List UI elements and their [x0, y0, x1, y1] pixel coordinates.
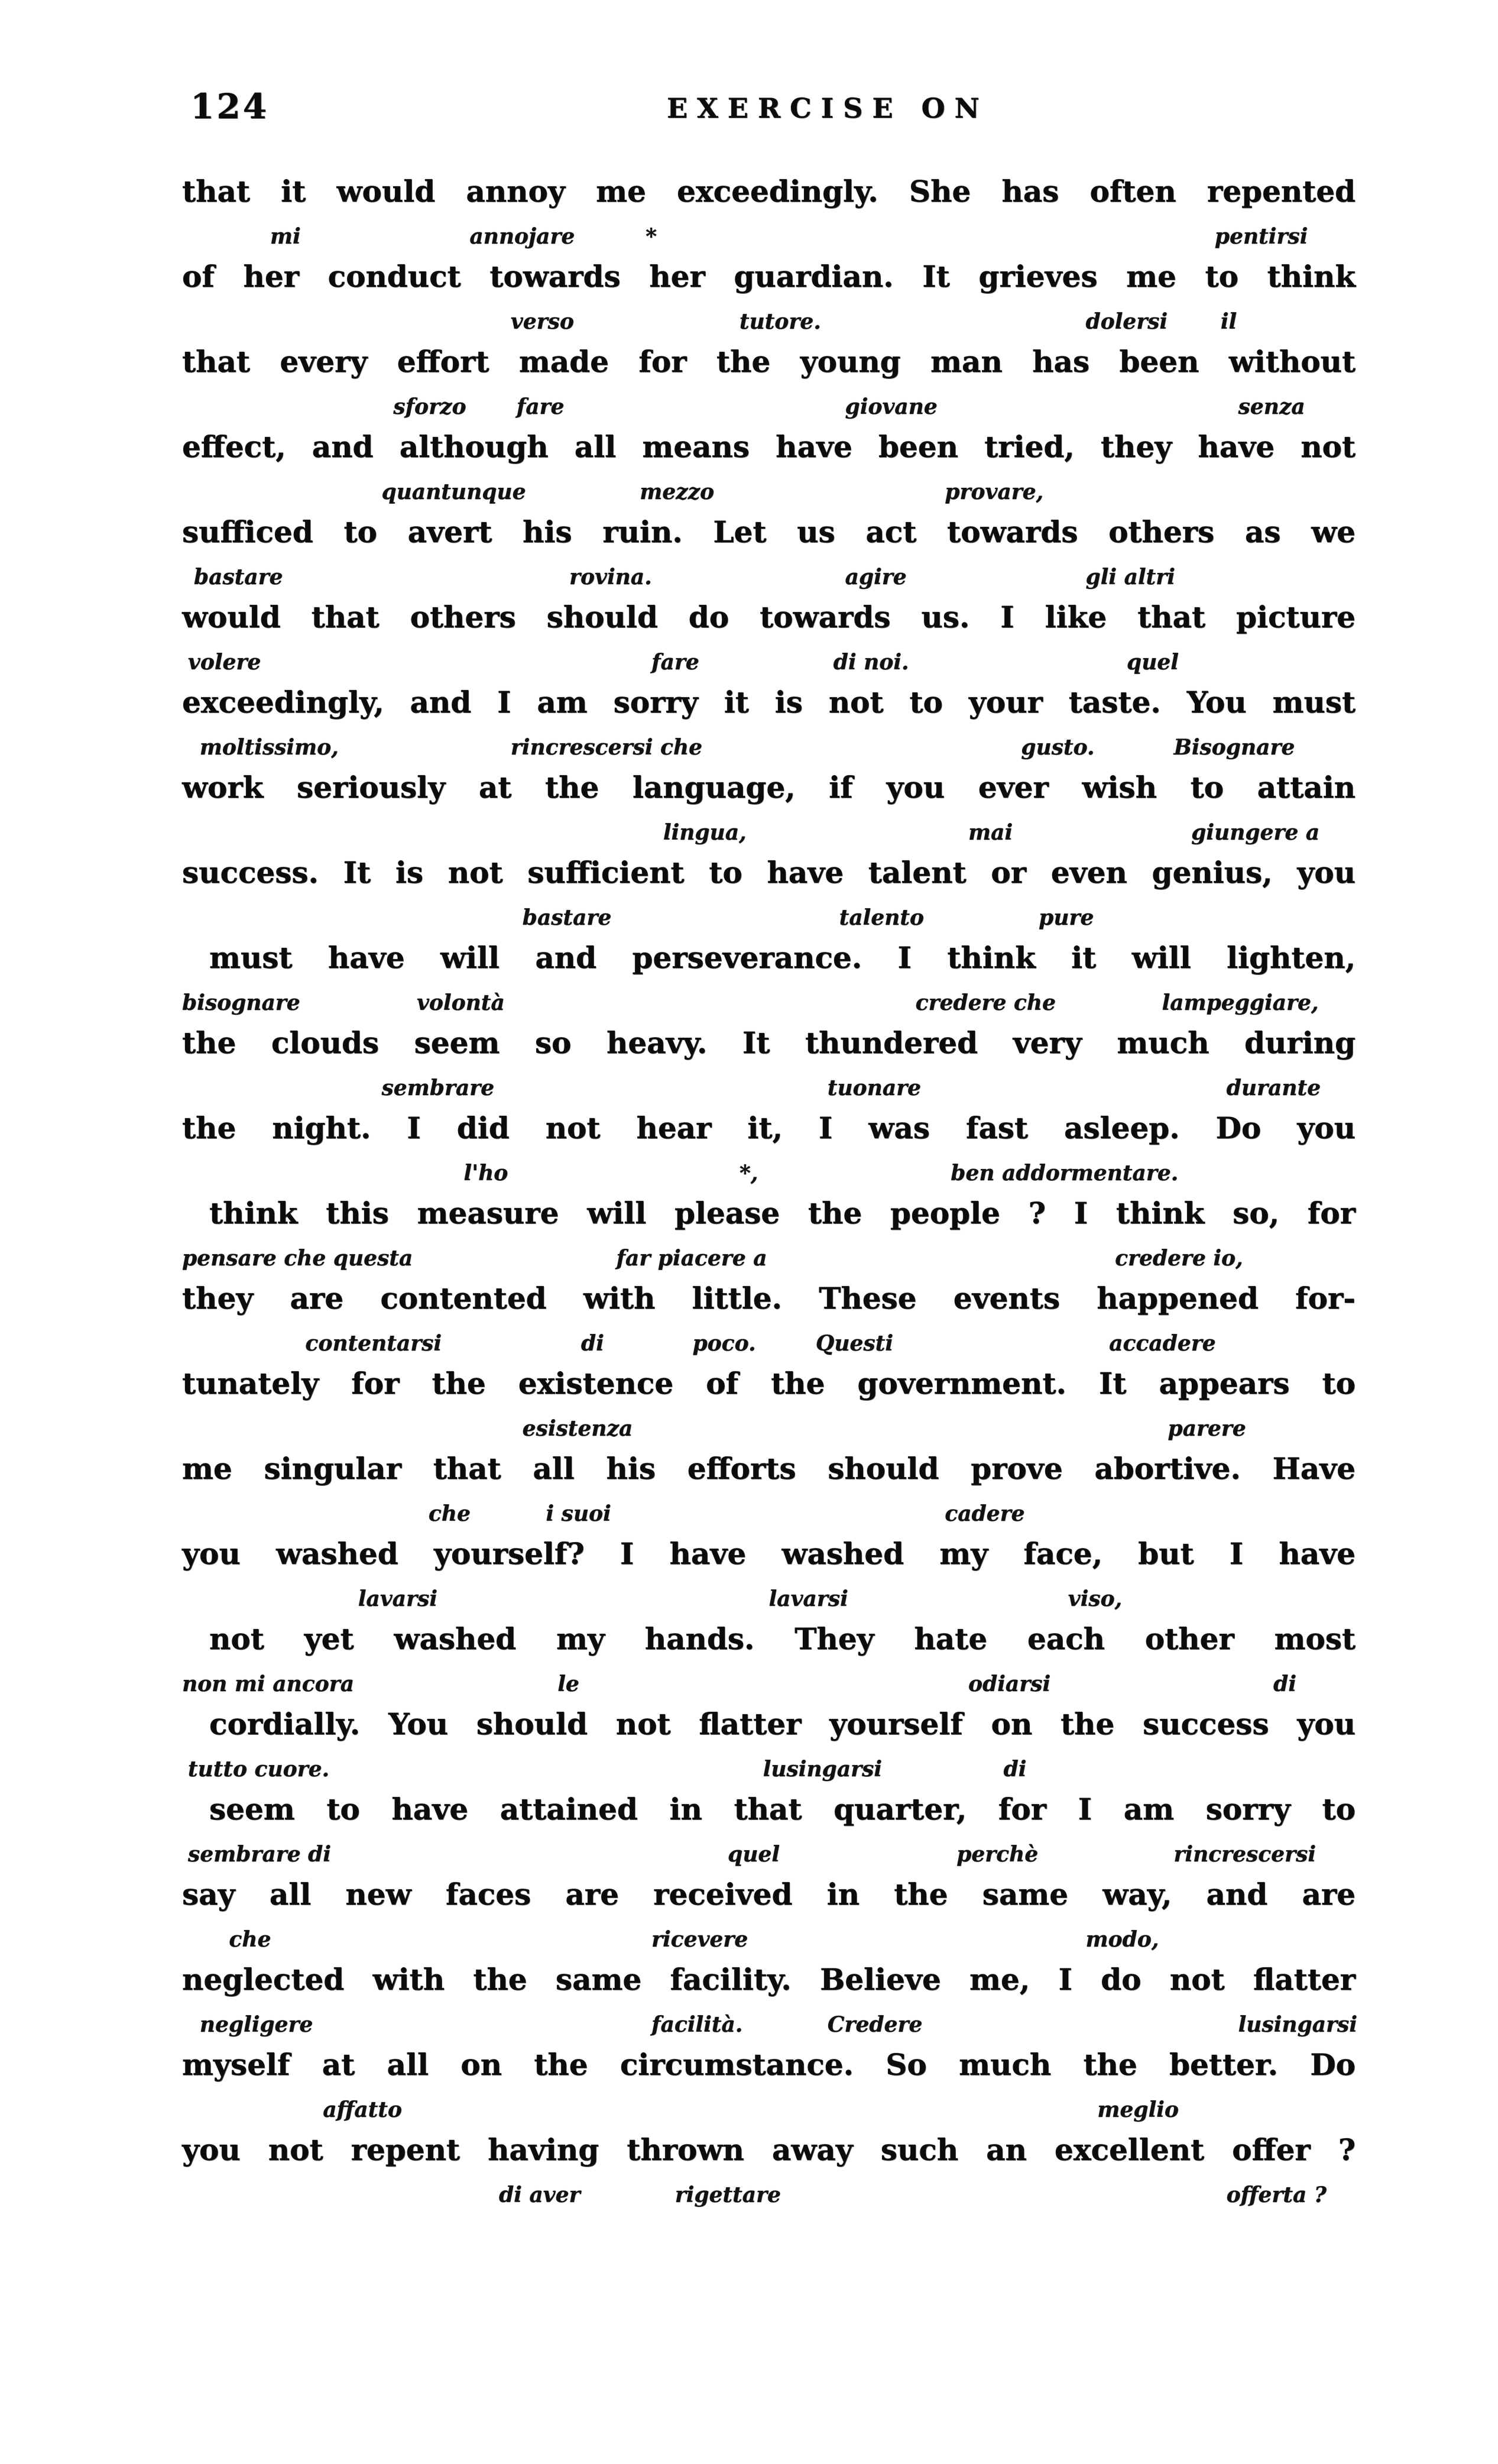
- gloss-word: credere io,: [1115, 1246, 1243, 1271]
- gloss-line: [182, 479, 1356, 510]
- gloss-word: rovina.: [569, 565, 652, 590]
- line-pair: [182, 598, 1356, 684]
- gloss-word: fare: [651, 650, 699, 675]
- gloss-word: bisognare: [182, 990, 300, 1015]
- gloss-word: senza: [1238, 394, 1305, 419]
- gloss-word: tutore.: [739, 309, 821, 334]
- gloss-word: sembrare: [381, 1076, 495, 1100]
- gloss-line: [182, 1501, 1356, 1531]
- gloss-word: i suoi: [546, 1501, 611, 1526]
- line-pair: [182, 1876, 1356, 1961]
- line-pair: [182, 428, 1356, 513]
- gloss-line: [182, 820, 1356, 850]
- gloss-word: bastare: [193, 565, 283, 590]
- gloss-line: [182, 394, 1356, 425]
- gloss-word: mi: [270, 224, 301, 249]
- english-line: sufficed to avert his ruin. Let us act towards others as we: [182, 514, 1356, 549]
- english-line: cordially. You should not flatter yourself on the success you: [209, 1707, 1356, 1741]
- gloss-line: [182, 1671, 1356, 1702]
- line-pair: [182, 854, 1356, 939]
- gloss-line: [182, 309, 1356, 339]
- gloss-word: offerta ?: [1226, 2183, 1327, 2207]
- gloss-word: di: [581, 1331, 604, 1356]
- english-line: must have will and perseverance. I think it will lighten,: [209, 940, 1356, 975]
- line-pair: [182, 1620, 1356, 1705]
- gloss-word: che: [428, 1501, 471, 1526]
- gloss-word: parere: [1168, 1416, 1246, 1441]
- gloss-word: giovane: [845, 394, 938, 419]
- gloss-line: [182, 1926, 1356, 1957]
- line-pair: [182, 1535, 1356, 1620]
- gloss-line: [182, 905, 1356, 935]
- english-line: the clouds seem so heavy. It thundered very much during: [182, 1025, 1356, 1060]
- gloss-word: rincrescersi: [1173, 1842, 1316, 1867]
- line-pair: [182, 258, 1356, 343]
- gloss-word: di aver: [498, 2183, 581, 2207]
- line-pair: [182, 2046, 1356, 2131]
- gloss-word: gusto.: [1021, 735, 1095, 760]
- gloss-word: il: [1220, 309, 1237, 334]
- line-pair: [182, 769, 1356, 854]
- gloss-word: talento: [839, 905, 924, 930]
- gloss-word: che: [229, 1927, 271, 1952]
- gloss-word: le: [557, 1672, 579, 1696]
- english-line: you not repent having thrown away such an excellent offer ?: [182, 2132, 1356, 2167]
- gloss-word: di: [1003, 1757, 1027, 1782]
- gloss-line: [182, 990, 1356, 1021]
- gloss-word: tutto cuore.: [187, 1757, 330, 1782]
- gloss-word: giungere a: [1191, 820, 1320, 845]
- line-pair: [182, 939, 1356, 1024]
- gloss-line: [182, 734, 1356, 765]
- english-line: neglected with the same facility. Believe me, I do not flatter: [182, 1962, 1356, 1997]
- gloss-word: volere: [187, 650, 261, 675]
- gloss-word: di: [1273, 1672, 1296, 1696]
- english-line: work seriously at the language, if you ever wish to attain: [182, 770, 1356, 805]
- gloss-word: lusingarsi: [763, 1757, 882, 1782]
- gloss-word: rincrescersi che: [510, 735, 702, 760]
- gloss-word: annojare: [469, 224, 575, 249]
- gloss-word: mezzo: [640, 480, 715, 504]
- gloss-word: perchè: [956, 1842, 1039, 1867]
- gloss-word: non mi ancora: [182, 1672, 354, 1696]
- line-pair: [182, 173, 1356, 258]
- gloss-line: [182, 1160, 1356, 1191]
- english-line: that it would annoy me exceedingly. She has often repented: [182, 174, 1356, 209]
- gloss-line: [182, 1075, 1356, 1106]
- line-pair: [182, 2131, 1356, 2216]
- line-pair: [182, 513, 1356, 598]
- gloss-word: negligere: [199, 2012, 313, 2037]
- gloss-word: gli altri: [1085, 565, 1175, 590]
- gloss-word: quel: [1126, 650, 1179, 675]
- gloss-word: durante: [1226, 1076, 1321, 1100]
- english-line: of her conduct towards her guardian. It grieves me to think: [182, 259, 1356, 294]
- gloss-word: *: [646, 224, 657, 249]
- gloss-word: pensare che questa: [182, 1246, 413, 1271]
- english-line: would that others should do towards us. I like that picture: [182, 600, 1356, 634]
- line-pair: [182, 1109, 1356, 1194]
- gloss-word: accadere: [1109, 1331, 1216, 1356]
- english-line: not yet washed my hands. They hate each other most: [209, 1621, 1356, 1656]
- gloss-line: [182, 1416, 1356, 1446]
- gloss-line: [182, 1330, 1356, 1361]
- gloss-line: [182, 2182, 1356, 2213]
- line-pair: [182, 1365, 1356, 1450]
- english-line: that every effort made for the young man has been without: [182, 344, 1356, 379]
- gloss-line: [182, 1586, 1356, 1617]
- gloss-word: lavarsi: [769, 1586, 848, 1611]
- gloss-word: lampeggiare,: [1162, 990, 1319, 1015]
- gloss-word: lavarsi: [358, 1586, 437, 1611]
- gloss-word: facilità.: [651, 2012, 743, 2037]
- english-line: me singular that all his efforts should prove abortive. Have: [182, 1451, 1356, 1486]
- gloss-word: rigettare: [675, 2183, 781, 2207]
- gloss-word: Questi: [815, 1331, 893, 1356]
- gloss-word: pentirsi: [1214, 224, 1308, 249]
- gloss-word: ricevere: [651, 1927, 748, 1952]
- gloss-word: sembrare di: [187, 1842, 331, 1867]
- line-pair: [182, 1790, 1356, 1876]
- gloss-word: esistenza: [522, 1416, 633, 1441]
- english-line: seem to have attained in that quarter, for I am sorry to: [209, 1792, 1356, 1827]
- english-line: effect, and although all means have been tried, they have not: [182, 429, 1356, 464]
- gloss-word: lusingarsi: [1238, 2012, 1357, 2037]
- gloss-word: agire: [845, 565, 907, 590]
- gloss-word: Bisognare: [1173, 735, 1295, 760]
- gloss-word: provare,: [945, 480, 1044, 504]
- gloss-line: [182, 1756, 1356, 1787]
- gloss-line: [182, 564, 1356, 595]
- line-pair: [182, 1194, 1356, 1280]
- gloss-word: verso: [510, 309, 574, 334]
- running-header: EXERCISE ON: [667, 92, 989, 124]
- line-pair: [182, 1705, 1356, 1790]
- gloss-line: [182, 1245, 1356, 1276]
- page-number: 124: [190, 86, 270, 127]
- line-pair: [182, 1280, 1356, 1365]
- line-pair: [182, 684, 1356, 769]
- english-line: think this measure will please the people ? I think so, for: [209, 1196, 1356, 1231]
- gloss-word: quel: [728, 1842, 780, 1867]
- gloss-word: cadere: [945, 1501, 1025, 1526]
- gloss-word: affatto: [323, 2097, 402, 2122]
- gloss-word: modo,: [1085, 1927, 1159, 1952]
- gloss-word: odiarsi: [968, 1672, 1051, 1696]
- gloss-word: lingua,: [663, 820, 747, 845]
- gloss-word: *,: [739, 1161, 758, 1186]
- line-pair: [182, 1024, 1356, 1109]
- gloss-word: mai: [968, 820, 1013, 845]
- gloss-word: pure: [1039, 905, 1094, 930]
- gloss-word: quantunque: [381, 480, 526, 504]
- gloss-line: [182, 649, 1356, 680]
- gloss-word: l'ho: [463, 1161, 508, 1186]
- gloss-word: dolersi: [1085, 309, 1168, 334]
- gloss-line: [182, 1841, 1356, 1872]
- gloss-word: sforzo: [393, 394, 466, 419]
- english-line: exceedingly, and I am sorry it is not to your taste. You must: [182, 685, 1356, 720]
- english-line: you washed yourself? I have washed my face, but I have: [182, 1536, 1356, 1571]
- gloss-word: bastare: [522, 905, 612, 930]
- gloss-word: moltissimo,: [199, 735, 339, 760]
- gloss-word: fare: [516, 394, 565, 419]
- gloss-word: di noi.: [833, 650, 909, 675]
- english-line: success. It is not sufficient to have talent or even genius, you: [182, 855, 1356, 890]
- gloss-word: tuonare: [827, 1076, 921, 1100]
- gloss-word: far piacere a: [616, 1246, 767, 1271]
- gloss-word: ben addormentare.: [951, 1161, 1179, 1186]
- gloss-word: poco.: [692, 1331, 756, 1356]
- line-pair: [182, 343, 1356, 428]
- gloss-word: credere che: [915, 990, 1056, 1015]
- exercise-text-block: [182, 173, 1356, 2216]
- english-line: say all new faces are received in the same way, and are: [182, 1877, 1356, 1912]
- english-line: myself at all on the circumstance. So much the better. Do: [182, 2047, 1356, 2082]
- line-pair: [182, 1961, 1356, 2046]
- gloss-line: [182, 224, 1356, 254]
- gloss-word: Credere: [827, 2012, 923, 2037]
- gloss-word: meglio: [1097, 2097, 1179, 2122]
- english-line: they are contented with little. These events happened for-: [182, 1281, 1356, 1316]
- gloss-word: contentarsi: [305, 1331, 442, 1356]
- gloss-line: [182, 2012, 1356, 2042]
- english-line: tunately for the existence of the government. It appears to: [182, 1366, 1356, 1401]
- line-pair: [182, 1450, 1356, 1535]
- gloss-word: volontà: [417, 990, 505, 1015]
- gloss-word: viso,: [1068, 1586, 1123, 1611]
- gloss-line: [182, 2097, 1356, 2128]
- english-line: the night. I did not hear it, I was fast asleep. Do you: [182, 1110, 1356, 1145]
